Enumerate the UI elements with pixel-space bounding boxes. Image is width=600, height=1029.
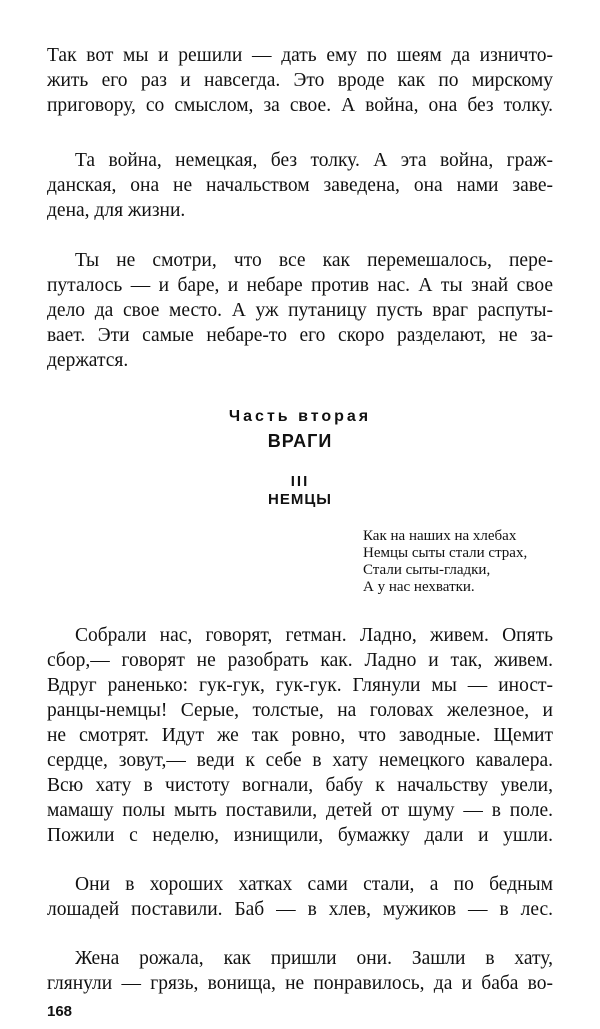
part-heading: Часть вторая [228,408,372,425]
text-line: данская, она не начальством заведена, она нами заве- [47,175,553,196]
text-line: мамашу полы мыть поставили, детей от шуму — в поле. [47,800,553,821]
part-title: ВРАГИ [267,431,333,451]
text-line: не смотрят. Идут же так ровно, что заводные. Щемит [47,725,553,746]
text-line: вает. Эти самые небаре-то его скоро разделают, не за- [47,325,553,346]
chapter-title: НЕМЦЫ [268,491,332,508]
text-line: Собрали нас, говорят, гетман. Ладно, живем. Опять [75,625,553,646]
chapter-number: III [290,473,310,490]
text-line: дело да свое место. А уж путаницу пусть враг распуты- [47,300,553,321]
text-line: жить его раз и навсегда. Это вроде как по мирскому [47,70,553,91]
text-line: Вдруг раненько: гук-гук, гук-гук. Глянули мы — иност- [47,675,553,696]
text-line: Жена рожала, как пришли они. Зашли в хату, [75,948,553,969]
text-line: дена, для жизни. [47,200,186,221]
text-line: путалось — и баре, и небаре против нас. А ты знай свое [47,275,553,296]
text-line: глянули — грязь, вонища, не понравилось, да и баба во- [47,973,553,994]
epigraph-line: Как на наших на хлебах [363,528,517,544]
text-line: Так вот мы и решили — дать ему по шеям да изничто- [47,45,553,66]
epigraph-line: А у нас нехватки. [363,579,475,595]
text-line: приговору, со смыслом, за свое. А война, она без толку. [47,95,553,116]
text-line: держатся. [47,350,129,371]
epigraph-line: Немцы сыты стали страх, [363,545,528,561]
text-line: ранцы-немцы! Серые, толстые, на головах железное, и [47,700,553,721]
text-line: сердце, зовут,— веди к себе в хату немецкого кавалера. [47,750,553,771]
text-line: Ты не смотри, что все как перемешалось, пере- [75,250,553,271]
text-line: Пожили с неделю, изнищили, бумажку дали и ушли. [47,825,553,846]
page-number: 168 [47,1003,73,1020]
text-line: сбор,— говорят не разобрать как. Ладно и так, живем. [47,650,553,671]
text-line: лошадей поставили. Баб — в хлев, мужиков — в лес. [47,899,553,920]
text-line: Они в хороших хатках сами стали, а по бедным [75,874,553,895]
text-line: Всю хату в чистоту вогнали, бабу к начальству увели, [47,775,553,796]
epigraph-line: Стали сыты-гладки, [363,562,491,578]
text-line: Та война, немецкая, без толку. А эта война, граж- [75,150,553,171]
